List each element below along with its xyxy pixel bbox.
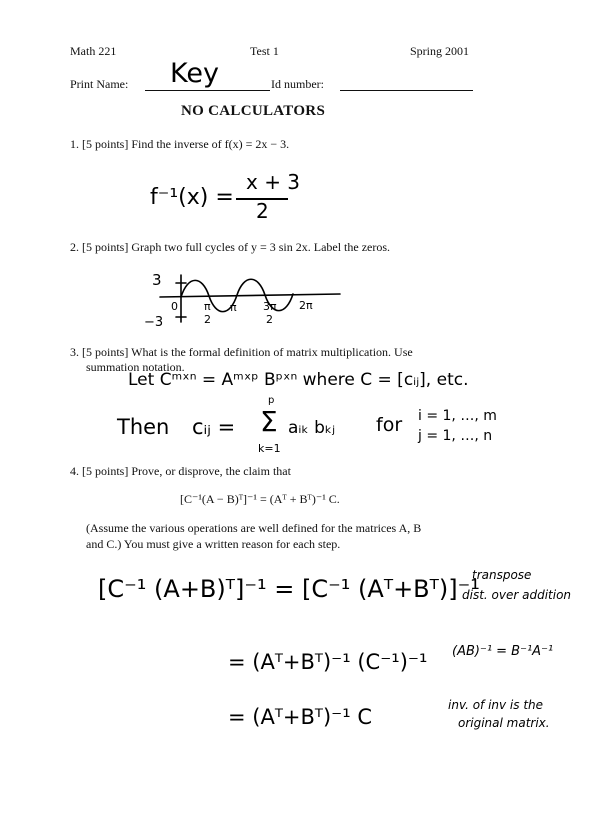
id-label: Id number: <box>271 77 324 91</box>
q4-step-1: [C⁻¹ (A+B)ᵀ]⁻¹ = [C⁻¹ (Aᵀ+Bᵀ)]⁻¹ <box>98 575 480 603</box>
q3-sum-body: aᵢₖ bₖⱼ <box>288 418 336 438</box>
q3-range-j: j = 1, …, n <box>418 428 493 444</box>
graph-label-neg3: −3 <box>144 315 164 330</box>
q1-answer-denominator: 2 <box>256 199 269 223</box>
course-label: Math 221 <box>70 44 117 58</box>
q3-then: Then <box>117 415 170 439</box>
q1-answer-numerator: x + 3 <box>246 170 301 194</box>
graph-label-pi-over-2-den: 2 <box>204 313 211 326</box>
q3-sum-lower: k=1 <box>258 442 281 455</box>
print-name-value: Key <box>170 58 219 89</box>
q3-answer-line-1: Let Cᵐˣⁿ = Aᵐˣᵖ Bᵖˣⁿ where C = [cᵢⱼ], etc. <box>128 370 469 390</box>
q4-reason-1-line-2: dist. over addition <box>462 588 572 602</box>
question-3-line-1: 3. [5 points] What is the formal definition of matrix multiplication. Use <box>70 345 413 359</box>
question-1: 1. [5 points] Find the inverse of f(x) = 2x − 3. <box>70 137 290 151</box>
q3-range-i: i = 1, …, m <box>418 408 497 424</box>
x-axis <box>160 294 340 297</box>
q4-claim: [C⁻¹(A − B)ᵀ]⁻¹ = (Aᵀ + Bᵀ)⁻¹ C. <box>180 492 340 506</box>
test-label: Test 1 <box>250 44 279 58</box>
name-underline <box>145 90 270 91</box>
graph-label-pi: π <box>230 301 237 314</box>
q4-reason-1-line-1: transpose <box>472 568 532 582</box>
q4-step-2: = (Aᵀ+Bᵀ)⁻¹ (C⁻¹)⁻¹ <box>228 650 428 674</box>
q3-sum-upper: p <box>268 395 275 406</box>
q4-reason-3-line-1: inv. of inv is the <box>448 698 544 712</box>
q4-note-line-2: and C.) You must give a written reason for each step. <box>86 537 341 551</box>
q3-sum-sign: Σ <box>260 405 278 438</box>
q3-cij: cᵢⱼ = <box>192 415 236 439</box>
graph-label-2pi: 2π <box>299 299 313 312</box>
graph-label-3pi-over-2-den: 2 <box>266 313 273 326</box>
graph-label-pi-over-2-num: π <box>204 300 211 313</box>
q3-for: for <box>376 414 403 436</box>
graph-label-zero: 0 <box>171 300 178 313</box>
graph-label-3: 3 <box>152 271 162 289</box>
q4-step-3: = (Aᵀ+Bᵀ)⁻¹ C <box>228 705 373 729</box>
q4-reason-3-line-2: original matrix. <box>458 716 550 730</box>
question-2: 2. [5 points] Graph two full cycles of y = 3 sin 2x. Label the zeros. <box>70 240 391 254</box>
graph-label-3pi-over-2-num: 3π <box>263 300 277 313</box>
id-underline <box>340 90 473 91</box>
q1-answer-lhs: f⁻¹(x) = <box>150 185 234 210</box>
question-3-line-2: summation notation. <box>86 360 185 374</box>
q4-note-line-1: (Assume the various operations are well defined for the matrices A, B <box>86 521 422 535</box>
q4-reason-2: (AB)⁻¹ = B⁻¹A⁻¹ <box>452 644 554 659</box>
page-title: NO CALCULATORS <box>181 103 326 119</box>
term-label: Spring 2001 <box>410 44 470 58</box>
print-name-label: Print Name: <box>70 77 129 91</box>
question-4: 4. [5 points] Prove, or disprove, the claim that <box>70 464 291 478</box>
